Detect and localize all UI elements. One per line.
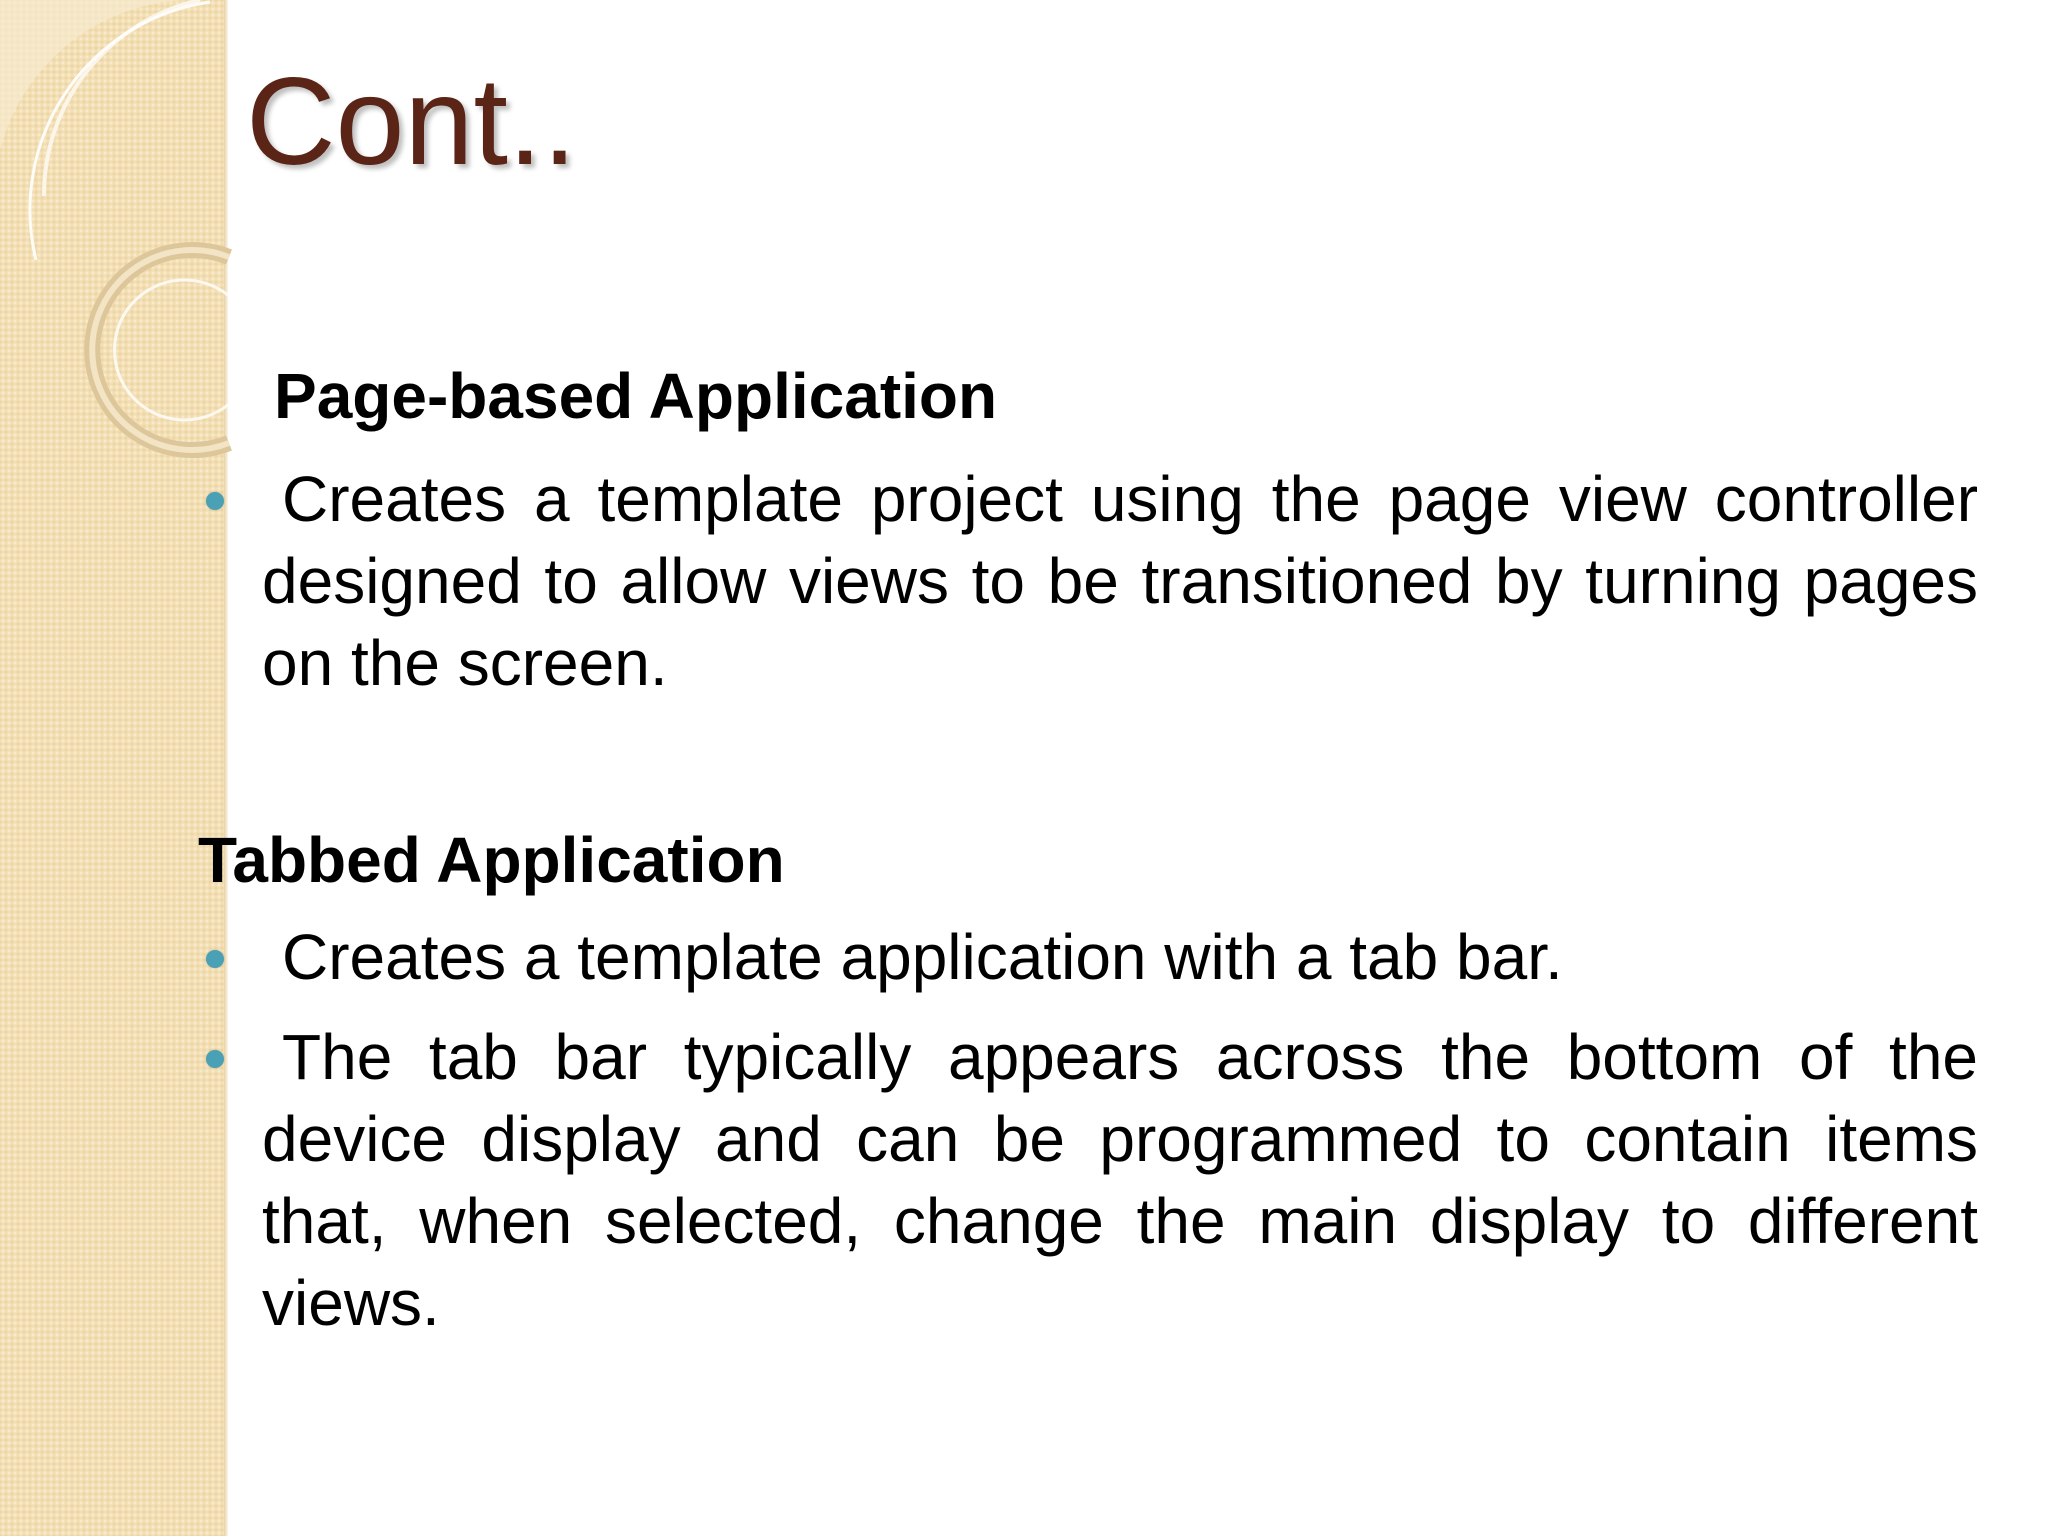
slide-title: Cont.. (246, 53, 577, 191)
section-heading-page-based: Page-based Application (274, 360, 998, 432)
bullet-dot-icon (206, 1050, 224, 1068)
bullet-item (262, 458, 1978, 704)
section-heading-tabbed: Tabbed Application (198, 824, 785, 896)
bullet-item (262, 916, 1978, 998)
bullet-text: Creates a template project using the page view controller designed to allow views to be transitioned by turning pages on the screen. (262, 463, 1978, 699)
bullet-text: The tab bar typically appears across the bottom of the device display and can be programmed to contain items that, when selected, change the main display to different views. (262, 1021, 1978, 1339)
bullet-dot-icon (206, 492, 224, 510)
bullet-dot-icon (206, 950, 224, 968)
bullet-item (262, 1016, 1978, 1344)
bullet-text: Creates a template application with a tab bar. (282, 921, 1563, 993)
